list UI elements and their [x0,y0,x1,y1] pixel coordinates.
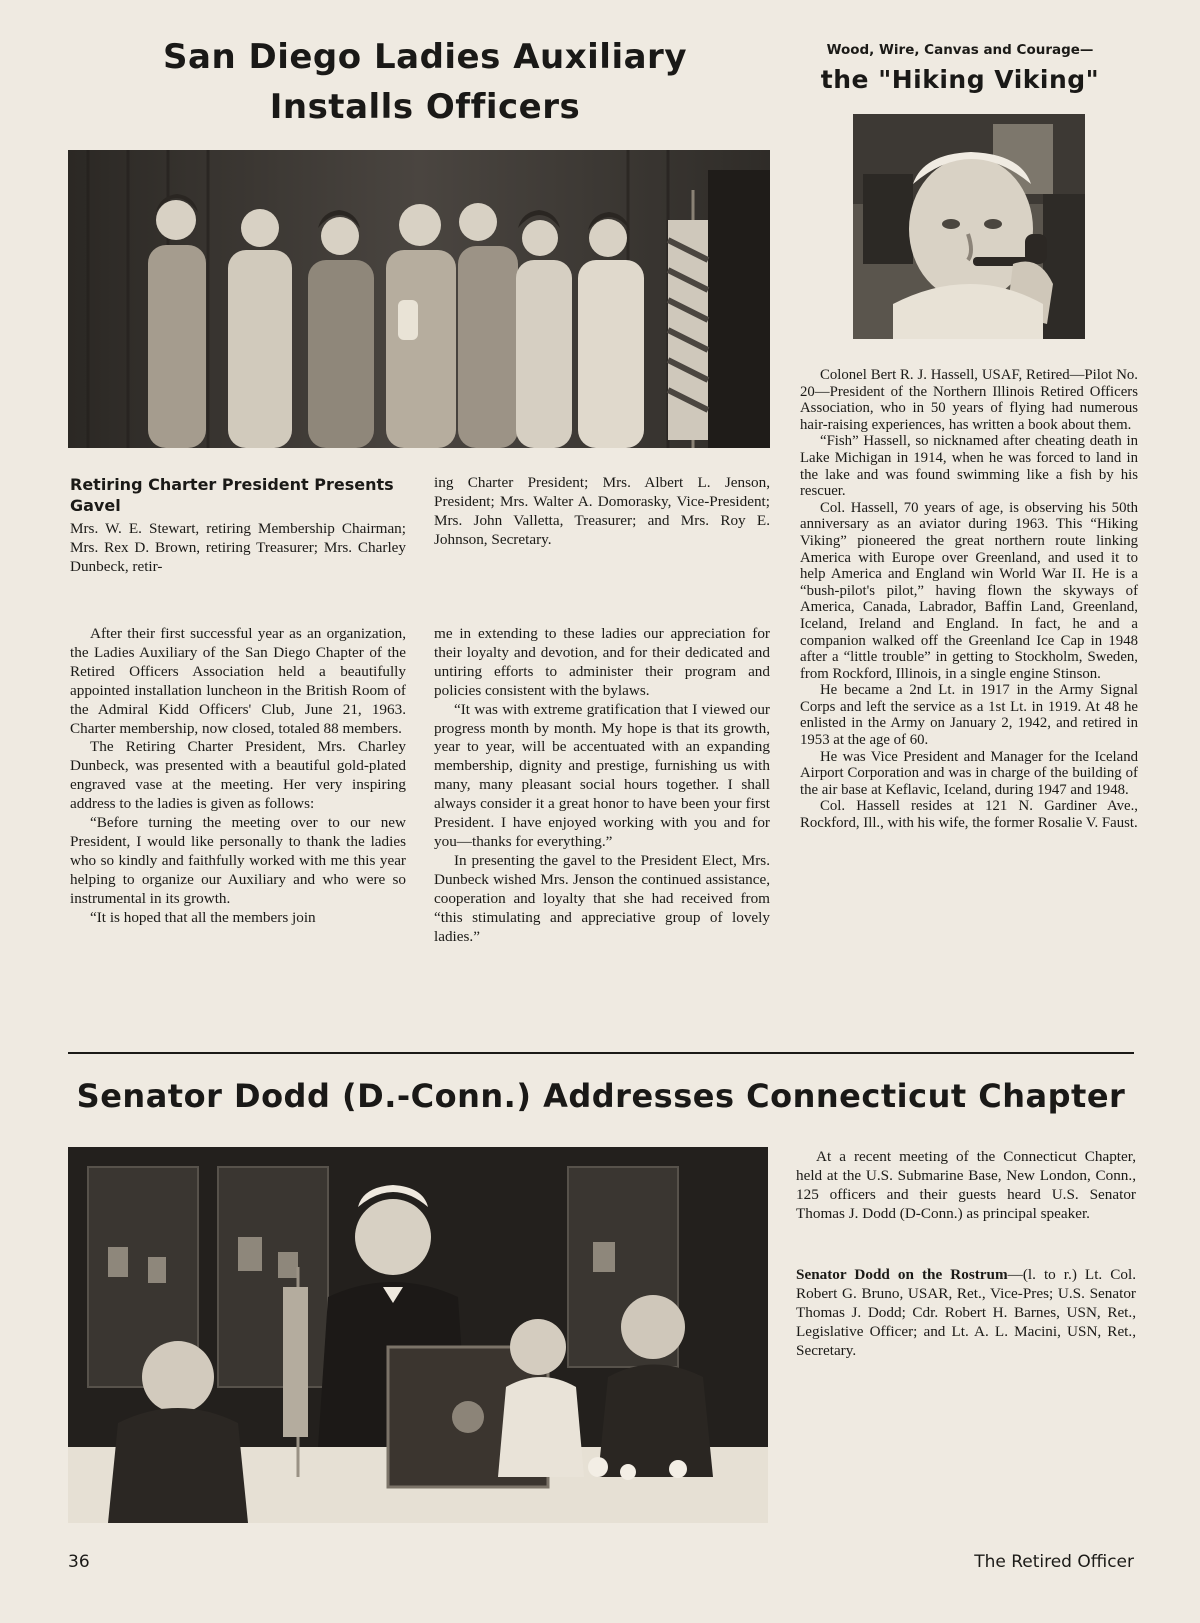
article2-body [800,367,1138,832]
publication-name: The Retired Officer [974,1552,1134,1572]
article1-title-line2: Installs Officers [269,87,581,127]
article1-paragraph: me in extending to these ladies our appreciation for their loyalty and devotion, and for their dedicated and untiring efforts to administer their program and policies consistent with the bylaws. [434,625,770,699]
article1-photo-caption-title: Retiring Charter President Presents Gavel [70,475,394,515]
article1-photo-caption-col1: Mrs. W. E. Stewart, retiring Membership Chairman; Mrs. Rex D. Brown, retiring Treasurer; Mrs. Charley Dunbeck, retir- [70,520,406,575]
article2-kicker: Wood, Wire, Canvas and Courage— [826,42,1094,58]
article1-photo-caption-col2: ing Charter President; Mrs. Albert L. Jenson, President; Mrs. Walter A. Domorasky, Vice-President; Mrs. John Valletta, Treasurer; and Mrs. Roy E. Johnson, Secretary. [434,474,770,548]
article2-paragraph: Col. Hassell resides at 121 N. Gardiner Ave., Rockford, Ill., with his wife, the former Rosalie V. Faust. [800,798,1138,832]
hassell-portrait-photo [853,114,1085,339]
hassell-portrait-illustration [853,114,1085,339]
senator-dodd-photo-illustration [68,1147,768,1523]
article1-title-line1: San Diego Ladies Auxiliary [163,37,687,77]
article2-paragraph: He became a 2nd Lt. in 1917 in the Army Signal Corps and left the service as a 1st Lt. in 1919. At 48 he enlisted in the Army on January 2, 1942, and retired in 1953 at the age of 60. [800,682,1138,749]
article1-paragraph: “Before turning the meeting over to our new President, I would like personally to thank the ladies who so kindly and faithfully worked with me this year helping to organize our Auxiliary and who were so instrumental in its growth. [70,814,406,907]
article3-intro: At a recent meeting of the Connecticut Chapter, held at the U.S. Submarine Base, New London, Conn., 125 officers and their guests heard U.S. Senator Thomas J. Dodd (D-Conn.) as principal speaker. [796,1148,1136,1222]
article2-paragraph: He was Vice President and Manager for the Iceland Airport Corporation and was in charge of the building of the air base at Keflavic, Iceland, during 1947 and 1948. [800,748,1138,798]
article3-caption-rest: —(l. to r.) Lt. Col. Robert G. Bruno, USAR, Ret., Vice-Pres; U.S. Senator Thomas J. Dodd; Cdr. Robert H. Barnes, USN, Ret., Legislative Officer; and Lt. A. L. Macini, USN, Ret., Secretary. [796,1266,1136,1359]
article1-title [60,32,790,132]
senator-dodd-photo [68,1147,768,1523]
article1-paragraph: “It is hoped that all the members join [90,908,316,926]
ladies-auxiliary-photo [68,150,770,448]
article2-paragraph: “Fish” Hassell, so nicknamed after cheating death in Lake Michigan in 1914, when he was forced to land in the lake and was found swimming like a fish by his rescuer. [800,433,1138,500]
article1-paragraph: “It was with extreme gratification that I viewed our progress month by month. My hope is that its growth, year to year, will be accentuated with an expanding membership, dignity and prestige, furnishing us with many, many pleasant social hours together. I shall always consider it a great honor to have been your first President. I have enjoyed working with you and for you—thanks for everything.” [434,700,770,850]
article1-body-col1 [70,625,406,928]
article3-caption [796,1266,1136,1361]
article2-paragraph: Col. Hassell, 70 years of age, is observing his 50th anniversary as an aviator during 1963. This “Hiking Viking” pioneered the great northern route linking America with Europe over Greenland, and used it to help America and England win World War II. He is a “bush-pilot's pilot,” having flown the skyways of America, Canada, Labrador, Baffin Land, Greenland, Iceland, Ireland and England. In fact, he and a companion walked off the Greenland Ice Cap in 1948 after a “little trouble” in getting to Stockholm, Sweden, from Rockford, Illinois, in a single engine Stinson. [800,499,1138,682]
article1-paragraph: After their first successful year as an organization, the Ladies Auxiliary of the San Diego Chapter of the Retired Officers Association held a beautifully appointed installation luncheon in the British Room of the Admiral Kidd Officers' Club, June 21, 1963. Charter membership, now closed, totaled 88 members. [70,625,406,737]
article3-caption-bold: Senator Dodd on the Rostrum [796,1266,1008,1283]
section-divider [68,1052,1134,1054]
article1-body-col2 [434,625,770,946]
ladies-group-photo-illustration [68,150,770,448]
article2-title: the "Hiking Viking" [820,65,1100,94]
article2-paragraph: Colonel Bert R. J. Hassell, USAF, Retired—Pilot No. 20—President of the Northern Illinois Retired Officers Association, who in 50 years of flying had numerous hair-raising experiences, has written a book about them. [800,367,1138,433]
article1-paragraph: The Retiring Charter President, Mrs. Charley Dunbeck, was presented with a beautiful gold-plated engraved vase at the meeting. Her very inspiring address to the ladies is given as follows: [70,738,406,813]
article1-paragraph: In presenting the gavel to the President Elect, Mrs. Dunbeck wished Mrs. Jenson the continued assistance, cooperation and loyalty that she had received from “this stimulating and appreciative group of lovely ladies.” [434,851,770,945]
page-number: 36 [68,1552,90,1572]
article3-title: Senator Dodd (D.-Conn.) Addresses Connecticut Chapter [76,1077,1126,1115]
